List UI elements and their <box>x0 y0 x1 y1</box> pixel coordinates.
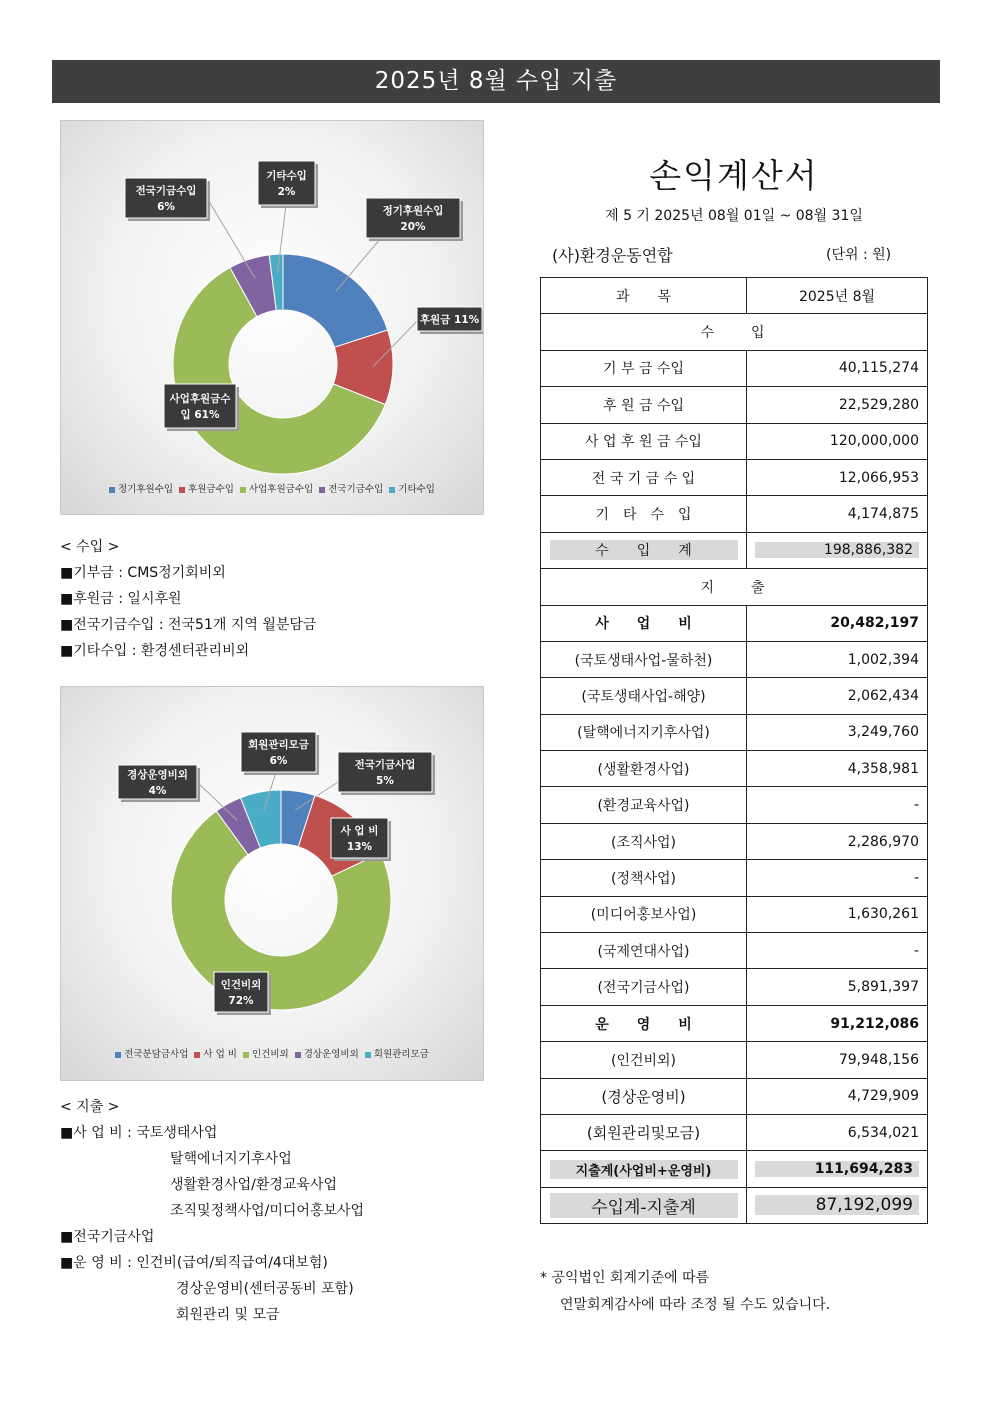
currency-unit: (단위 : 원) <box>826 247 892 263</box>
legend-item <box>389 484 435 495</box>
income-notes <box>60 534 316 664</box>
data-label-4 <box>118 765 200 802</box>
row-label: (정책사업) <box>541 860 747 896</box>
row-label: (생활환경사업) <box>541 751 747 787</box>
expense-total-value-cell <box>747 1151 928 1187</box>
data-label-text: 전국기금사업 <box>354 759 416 771</box>
expense-note-line: 탈핵에너지기후사업 <box>170 1151 292 1167</box>
organization-name: (사)환경운동연합 <box>552 246 673 265</box>
data-label-4 <box>125 178 210 221</box>
net-value: 87,192,099 <box>755 1195 919 1215</box>
row-label: (전국기금사업) <box>541 969 747 1005</box>
legend-item <box>295 1049 359 1060</box>
income-total-label: 수 입 계 <box>550 540 738 560</box>
expense-note-line: ■사 업 비 : 국토생태사업 <box>60 1125 218 1141</box>
data-label-text: 입 61% <box>180 409 220 421</box>
business-expense-row <box>541 605 928 641</box>
data-label-5 <box>241 732 319 775</box>
legend-label: 사업후원금수입 <box>248 484 314 495</box>
legend-label: 전국기금수입 <box>328 484 384 495</box>
business-label: 사 업 비 <box>541 605 747 641</box>
legend-item <box>179 484 234 495</box>
row-value: - <box>747 933 928 969</box>
row-label: (국토생태사업-물하천) <box>541 641 747 677</box>
legend-swatch <box>319 487 325 493</box>
table-row <box>541 387 928 423</box>
legend-swatch <box>109 487 115 493</box>
expense-total-label-cell <box>541 1151 747 1187</box>
income-statement-table <box>540 277 928 1224</box>
table-row <box>541 459 928 495</box>
expense-section-label: 지 출 <box>541 569 928 605</box>
row-value: 2,062,434 <box>747 678 928 714</box>
data-label-5 <box>258 161 318 208</box>
legend-label: 경상운영비외 <box>303 1049 359 1060</box>
expense-note-line: 생활환경사업/환경교육사업 <box>170 1177 338 1193</box>
data-label-text: 사 업 비 <box>340 825 379 837</box>
legend-label: 전국분담금사업 <box>124 1049 189 1060</box>
expense-total-row <box>541 1151 928 1187</box>
income-notes-heading: < 수입 > <box>60 539 120 555</box>
income-total-value-cell <box>747 532 928 568</box>
expense-notes <box>60 1094 364 1328</box>
net-label-cell <box>541 1187 747 1223</box>
table-row <box>541 933 928 969</box>
expense-chart-legend <box>61 1046 483 1060</box>
legend-item <box>109 484 173 495</box>
operating-label: 운 영 비 <box>541 1005 747 1041</box>
table-row <box>541 751 928 787</box>
data-label-text: 전국기금수입 <box>135 185 197 197</box>
legend-label: 사 업 비 <box>203 1049 237 1060</box>
business-value: 20,482,197 <box>747 605 928 641</box>
row-value: 3,249,760 <box>747 714 928 750</box>
row-label: 기 부 금 수입 <box>541 350 747 386</box>
operating-expense-row <box>541 1005 928 1041</box>
income-note-item: ■후원금 : 일시후원 <box>60 591 182 607</box>
data-label-text: 6% <box>269 755 288 767</box>
row-value: 4,729,909 <box>747 1078 928 1114</box>
row-value: 22,529,280 <box>747 387 928 423</box>
row-value: - <box>747 787 928 823</box>
legend-label: 정기후원수입 <box>118 484 174 495</box>
legend-swatch <box>389 487 395 493</box>
row-value: 4,174,875 <box>747 496 928 532</box>
legend-swatch <box>365 1052 371 1058</box>
expense-section-row <box>541 569 928 605</box>
expense-note-line: 조직및정책사업/미디어홍보사업 <box>170 1203 365 1219</box>
legend-item <box>115 1049 188 1060</box>
legend-label: 후원금수입 <box>188 484 234 495</box>
data-label-text: 6% <box>157 201 175 213</box>
row-label: (환경교육사업) <box>541 787 747 823</box>
legend-label: 인건비외 <box>251 1049 289 1060</box>
legend-item <box>365 1049 429 1060</box>
data-label-text: 회원관리모금 <box>248 739 309 751</box>
row-label: (미디어홍보사업) <box>541 896 747 932</box>
income-note-item: ■기부금 : CMS정기회비외 <box>60 565 226 581</box>
data-label-text: 후원금 11% <box>419 314 480 326</box>
data-label-3 <box>214 972 271 1015</box>
row-value: 40,115,274 <box>747 350 928 386</box>
leader-line <box>207 198 255 278</box>
row-value: 4,358,981 <box>747 751 928 787</box>
legend-label: 기타수입 <box>398 484 435 495</box>
row-label: 전 국 기 금 수 입 <box>541 459 747 495</box>
footnote <box>540 1265 830 1319</box>
legend-swatch <box>115 1052 121 1058</box>
income-section-label: 수 입 <box>541 314 928 350</box>
data-label-text: 인건비외 <box>220 979 262 991</box>
table-header-row <box>541 278 928 314</box>
row-label: (회원관리및모금) <box>541 1114 747 1150</box>
footnote-line-2: 연말회계감사에 따라 조정 될 수도 있습니다. <box>560 1297 831 1313</box>
income-pie-chart <box>60 120 484 515</box>
income-total-label-cell <box>541 532 747 568</box>
data-label-text: 기타수입 <box>266 170 307 182</box>
expense-total-value: 111,694,283 <box>755 1161 919 1177</box>
table-row <box>541 1042 928 1078</box>
data-label-text: 4% <box>148 785 167 797</box>
legend-swatch <box>194 1052 200 1058</box>
table-row <box>541 678 928 714</box>
table-row <box>541 1078 928 1114</box>
data-label-3 <box>164 384 239 431</box>
table-row <box>541 496 928 532</box>
data-label-1 <box>338 752 435 795</box>
row-value: 12,066,953 <box>747 459 928 495</box>
data-label-text: 2% <box>277 186 296 198</box>
legend-swatch <box>243 1052 249 1058</box>
row-value: 6,534,021 <box>747 1114 928 1150</box>
expense-note-line: ■운 영 비 : 인건비(급여/퇴직급여/4대보험) <box>60 1255 328 1271</box>
row-label: 사 업 후 원 금 수입 <box>541 423 747 459</box>
table-row <box>541 714 928 750</box>
row-value: - <box>747 860 928 896</box>
table-row <box>541 641 928 677</box>
table-row <box>541 860 928 896</box>
expense-note-line: ■전국기금사업 <box>60 1229 155 1245</box>
row-label: 후 원 금 수입 <box>541 387 747 423</box>
row-value: 120,000,000 <box>747 423 928 459</box>
legend-swatch <box>240 487 246 493</box>
page-banner-title: 2025년 8월 수입 지출 <box>52 60 940 103</box>
data-label-text: 5% <box>376 775 394 787</box>
row-label: (국토생태사업-해양) <box>541 678 747 714</box>
row-value: 2,286,970 <box>747 823 928 859</box>
income-total-value: 198,886,382 <box>755 542 919 558</box>
income-pie-svg <box>61 121 483 514</box>
income-note-item: ■기타수입 : 환경센터관리비외 <box>60 643 250 659</box>
row-label: (국제연대사업) <box>541 933 747 969</box>
expense-total-label: 지출계(사업비+운영비) <box>550 1160 738 1179</box>
expense-pie-chart <box>60 686 484 1081</box>
net-value-cell <box>747 1187 928 1223</box>
expense-notes-heading: < 지출 > <box>60 1099 120 1115</box>
data-label-text: 20% <box>400 221 426 233</box>
table-row <box>541 896 928 932</box>
legend-item <box>240 484 313 495</box>
income-note-item: ■전국기금수입 : 전국51개 지역 월분담금 <box>60 617 317 633</box>
table-row <box>541 423 928 459</box>
pie-slice-1 <box>283 254 388 347</box>
income-section-row <box>541 314 928 350</box>
table-row <box>541 969 928 1005</box>
row-value: 79,948,156 <box>747 1042 928 1078</box>
data-label-text: 72% <box>228 995 254 1007</box>
legend-item <box>319 484 383 495</box>
legend-label: 회원관리모금 <box>373 1049 429 1060</box>
row-label: (탈핵에너지기후사업) <box>541 714 747 750</box>
data-label-text: 경상운영비외 <box>127 769 188 781</box>
row-value: 5,891,397 <box>747 969 928 1005</box>
data-label-text: 사업후원금수 <box>169 393 231 405</box>
legend-swatch <box>179 487 185 493</box>
legend-item <box>194 1049 237 1060</box>
data-label-1 <box>366 198 463 241</box>
data-label-text: 13% <box>346 841 373 853</box>
operating-value: 91,212,086 <box>747 1005 928 1041</box>
table-row <box>541 787 928 823</box>
data-label-text: 정기후원수입 <box>382 205 444 217</box>
row-value: 1,630,261 <box>747 896 928 932</box>
income-total-row <box>541 532 928 568</box>
legend-item <box>243 1049 289 1060</box>
statement-title: 손익계산서 <box>649 156 819 195</box>
income-chart-legend <box>61 481 483 495</box>
row-label: 기 타 수 입 <box>541 496 747 532</box>
row-value: 1,002,394 <box>747 641 928 677</box>
table-row <box>541 350 928 386</box>
table-row <box>541 823 928 859</box>
footnote-line-1: * 공익법인 회계기준에 따름 <box>540 1270 710 1286</box>
row-label: (인건비외) <box>541 1042 747 1078</box>
col-item-header: 과 목 <box>541 278 747 314</box>
table-row <box>541 1114 928 1150</box>
net-row <box>541 1187 928 1223</box>
expense-note-line: 경상운영비(센터공동비 포함) <box>176 1281 354 1297</box>
row-label: (경상운영비) <box>541 1078 747 1114</box>
statement-period: 제 5 기 2025년 08월 01일 ~ 08월 31일 <box>605 208 863 224</box>
net-label: 수입계-지출계 <box>550 1193 738 1218</box>
expense-note-line: 회원관리 및 모금 <box>176 1307 280 1323</box>
legend-swatch <box>295 1052 301 1058</box>
data-label-2 <box>417 307 483 334</box>
data-label-2 <box>331 818 391 861</box>
row-label: (조직사업) <box>541 823 747 859</box>
col-period-header: 2025년 8월 <box>747 278 928 314</box>
expense-pie-svg <box>61 687 483 1080</box>
